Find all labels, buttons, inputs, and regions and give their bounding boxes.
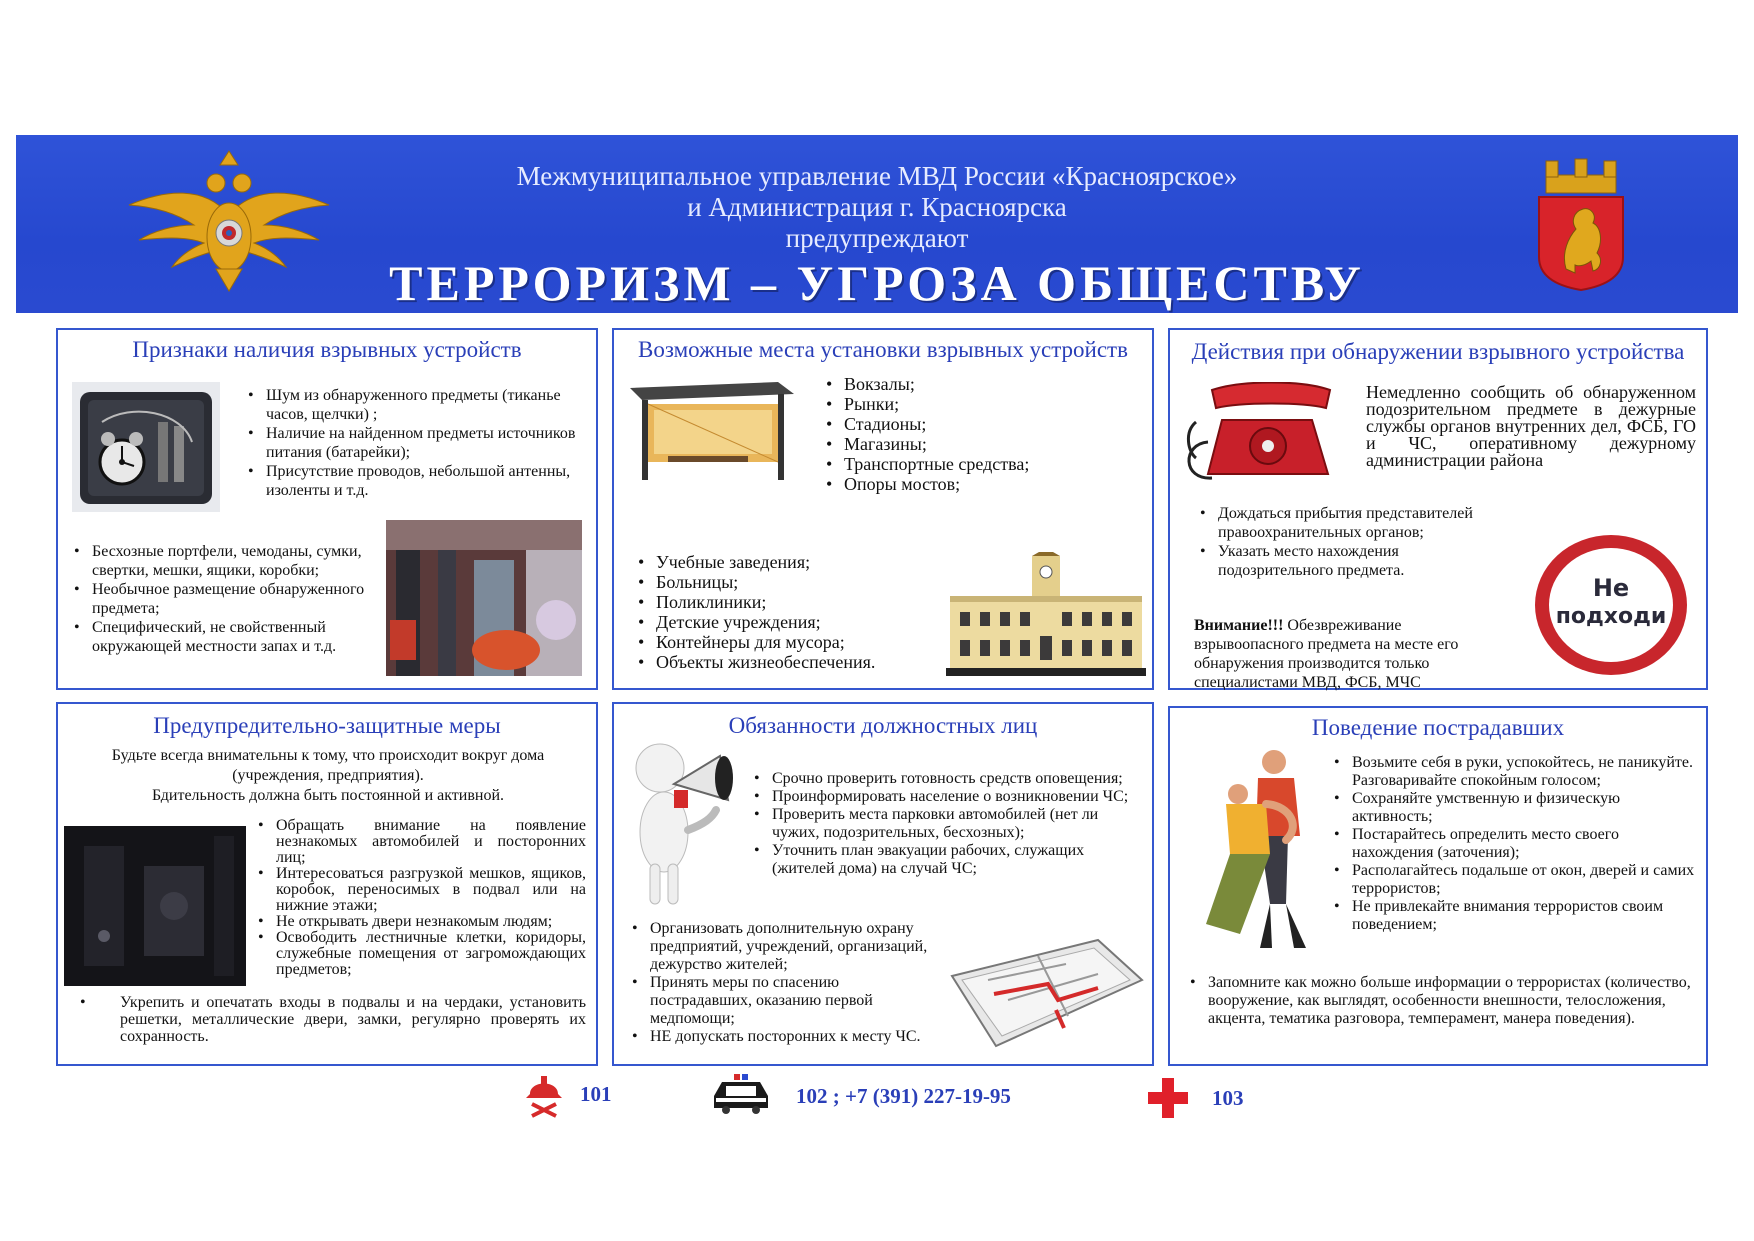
panel-explosive-signs [56, 328, 598, 690]
list-item: • Уточнить план эвакуации рабочих, служащих (жителей дома) на случай ЧС; [750, 842, 1144, 878]
list-item: • Транспортные средства; [822, 454, 1122, 474]
red-cross-icon [1148, 1078, 1188, 1118]
sign-text-line-1: Не [1592, 574, 1630, 602]
places-list-top [822, 374, 1122, 494]
header-line-3: предупреждают [785, 223, 969, 253]
fire-service-number: 101 [580, 1082, 612, 1106]
duties-list-bottom [628, 920, 938, 1046]
panel-title: Возможные места установки взрывных устройств [638, 337, 1128, 362]
list-item: • Стадионы; [822, 414, 1122, 434]
panel-preventive-measures [56, 702, 598, 1066]
measures-list-right [254, 818, 586, 978]
actions-warning [1194, 616, 1504, 692]
list-item: • Специфический, не свойственный окружающей местности запах и т.д. [70, 618, 380, 656]
list-item: • Укрепить и опечатать входы в подвалы и на чердаки, установить решетки, металлические двери, замки, регулярно проверять их сохранность. [76, 994, 586, 1045]
duties-list-top [750, 770, 1144, 878]
list-item: • Организовать дополнительную охрану предприятий, учреждений, организаций, дежурство жителей; [628, 920, 938, 974]
list-item: • Наличие на найденном предметы источников питания (батарейки); [244, 424, 584, 462]
list-item: • Присутствие проводов, небольшой антенны, изоленты и т.д. [244, 462, 584, 500]
list-item: • НЕ допускать посторонних к месту ЧС. [628, 1028, 938, 1046]
measures-intro [68, 746, 588, 806]
measures-intro-2: Бдительность должна быть постоянной и активной. [151, 787, 505, 804]
warning-label: Внимание!!! [1194, 617, 1284, 634]
warning-text: Обезвреживание взрывоопасного предмета на месте его обнаружения производится только специалистами МВД, ФСБ, МЧС [1194, 617, 1459, 691]
poster-title: ТЕРРОРИЗМ – УГРОЗА ОБЩЕСТВУ [389, 255, 1365, 311]
megaphone-figure-picture [624, 734, 754, 910]
panel-title: Предупредительно-защитные меры [153, 713, 501, 738]
panel-victims-behaviour [1168, 706, 1708, 1066]
panel-actions-on-detection [1168, 328, 1708, 690]
list-item: • Срочно проверить готовность средств оповещения; [750, 770, 1144, 788]
header-line-2: и Администрация г. Красноярска [687, 192, 1067, 222]
actions-intro: Немедленно сообщить об обнаруженном подозрительном предмете в дежурные службы органов внутренних дел, ФСБ, ГО и ЧС, оперативному дежурному администрации района [1366, 382, 1696, 470]
list-item: • Обращать внимание на появление незнакомых автомобилей и посторонних лиц; [254, 818, 586, 866]
header-line-1: Межмуниципальное управление МВД России «Красноярское» [516, 161, 1238, 191]
header-banner [16, 135, 1738, 313]
list-item: • Не привлекайте внимания террористов своим поведением; [1330, 898, 1700, 934]
list-item: • Опоры мостов; [822, 474, 1122, 494]
police-car-icon [710, 1074, 772, 1114]
krasnoyarsk-coat-of-arms-icon [1531, 157, 1631, 292]
signs-list-top [244, 386, 584, 500]
measures-intro-1: Будьте всегда внимательны к тому, что происходит вокруг дома (учреждения, предприятия). [111, 747, 545, 784]
list-item: • Сохраняйте умственную и физическую активность; [1330, 790, 1700, 826]
list-item: • Постарайтесь определить место своего нахождения (заточения); [1330, 826, 1700, 862]
list-item: • Запомните как можно больше информации о террористах (количество, вооружение, как выглядят, особенности внешности, телосложения, акцента, тематика разговора, темперамент, манера поведения). [1186, 974, 1698, 1028]
list-item: • Учебные заведения; [634, 552, 934, 572]
list-item: • Больницы; [634, 572, 934, 592]
list-item: • Вокзалы; [822, 374, 1122, 394]
list-item: • Проинформировать население о возникновении ЧС; [750, 788, 1144, 806]
places-list-bottom [634, 552, 934, 672]
list-item: • Бесхозные портфели, чемоданы, сумки, свертки, мешки, ящики, коробки; [70, 542, 380, 580]
list-item: • Шум из обнаруженного предметы (тиканье часов, щелчки) ; [244, 386, 584, 424]
panel-title: Обязанности должностных лиц [728, 713, 1038, 738]
bag-with-clock-icon [72, 382, 220, 512]
panel-explosive-places [612, 328, 1154, 690]
bus-interior-photo [386, 520, 582, 676]
rescue-carry-figure-picture [1200, 744, 1330, 954]
list-item: • Объекты жизнеобеспечения. [634, 652, 934, 672]
victims-list-top [1330, 754, 1700, 934]
list-item: • Необычное размещение обнаруженного предмета; [70, 580, 380, 618]
list-item: • Указать место нахождения подозрительного предмета. [1196, 542, 1476, 580]
list-item: • Дождаться прибытия представителей правоохранительных органов; [1196, 504, 1476, 542]
measures-list-bottom [68, 994, 586, 1045]
actions-list [1196, 504, 1476, 580]
firefighter-helmet-icon [524, 1074, 564, 1118]
police-phone-numbers: 102 ; +7 (391) 227-19-95 [796, 1084, 1011, 1108]
list-item: • Освободить лестничные клетки, коридоры, служебные помещения от загромождающих предметов; [254, 930, 586, 978]
bus-stop-picture [628, 374, 796, 484]
list-item: • Не открывать двери незнакомым людям; [254, 914, 586, 930]
panel-officials-duties [612, 702, 1154, 1066]
list-item: • Магазины; [822, 434, 1122, 454]
red-telephone-icon [1182, 382, 1332, 482]
panel-title: Поведение пострадавших [1311, 715, 1565, 740]
list-item: • Проверить места парковки автомобилей (нет ли чужих, подозрительных, бесхозных); [750, 806, 1144, 842]
list-item: • Контейнеры для мусора; [634, 632, 934, 652]
panel-title: Действия при обнаружении взрывного устройства [1191, 339, 1685, 364]
sign-text-line-2: подходи [1555, 604, 1667, 629]
evacuation-plan-picture [948, 936, 1144, 1050]
list-item: • Интересоваться разгрузкой мешков, ящиков, коробок, переносимых в подвал или на нижние этажи; [254, 866, 586, 914]
victims-list-bottom [1186, 974, 1698, 1028]
signs-list-bottom [70, 542, 380, 656]
list-item: • Рынки; [822, 394, 1122, 414]
list-item: • Поликлиники; [634, 592, 934, 612]
list-item: • Располагайтесь подальше от окон, дверей и самих террористов; [1330, 862, 1700, 898]
list-item: • Принять меры по спасению пострадавших, оказанию первой медпомощи; [628, 974, 938, 1028]
list-item: • Возьмите себя в руки, успокойтесь, не паникуйте. Разговаривайте спокойным голосом; [1330, 754, 1700, 790]
ambulance-number: 103 [1212, 1086, 1244, 1110]
list-item: • Детские учреждения; [634, 612, 934, 632]
panel-title: Признаки наличия взрывных устройств [132, 337, 522, 362]
railway-station-picture [946, 552, 1146, 680]
dark-cctv-photo [64, 826, 246, 986]
